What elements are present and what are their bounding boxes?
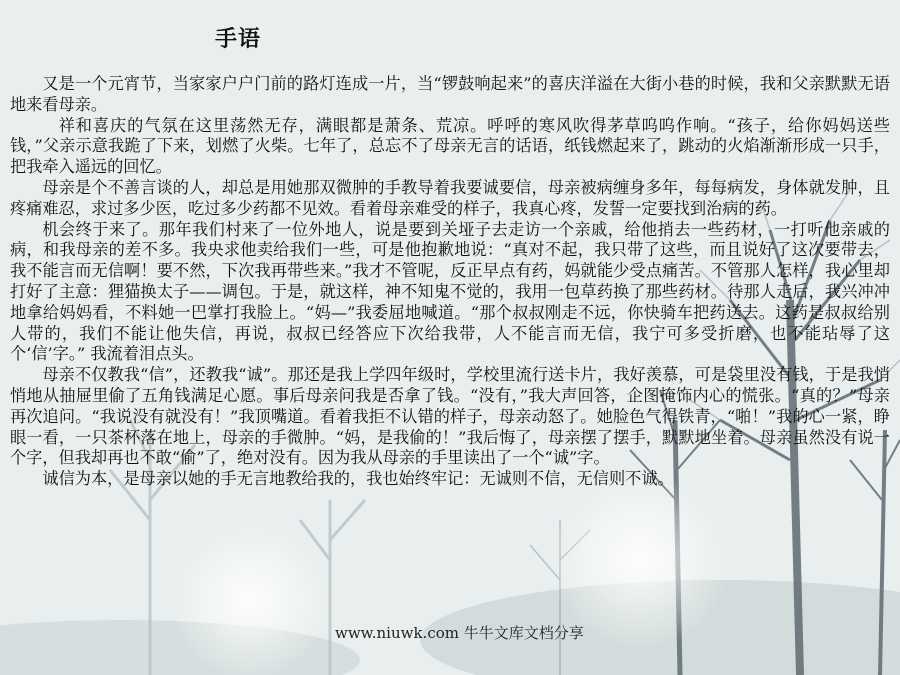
paragraph: 又是一个元宵节，当家家户户门前的路灯连成一片，当“锣鼓响起来”的喜庆洋溢在大街小巷的时候，我和父亲默默无语地来看母亲。 <box>10 74 890 114</box>
paragraph: 母亲不仅教我“信”，还教我“诚”。那还是我上学四年级时，学校里流行送卡片，我好羡慕，可是袋里没有钱，于是我悄悄地从抽屉里偷了五角钱满足心愿。事后母亲问我是否拿了钱。“没有，”我大声回答，企图掩饰内心的慌张。“真的？”母亲再次追问。“我说没有就没有！”我顶嘴道。看着我拒不认错的样子，母亲动怒了。她脸色气得铁青，“啪！”我的心一紧，睁眼一看，一只茶杯落在地上，母亲的手微肿。“妈，是我偷的！”我后悔了，母亲摆了摆手，默默地坐着。母亲虽然没有说一个字，但我却再也不敢“偷”了，绝对没有。因为我从母亲的手里读出了一个“诚”字。 <box>10 365 890 468</box>
paragraph: 母亲是个不善言谈的人，却总是用她那双微肿的手教导着我要诚要信，母亲被病缠身多年，每每病发，身体就发肿，且疼痛难忍，求过多少医，吃过多少药都不见效。看着母亲难受的样子，我真心疼，发誓一定要找到治病的药。 <box>10 177 890 218</box>
paragraph: 诚信为本，是母亲以她的手无言地教给我的，我也始终牢记：无诚则不信，无信则不诚。 <box>42 469 674 489</box>
paragraph: 机会终于来了。那年我们村来了一位外地人，说是要到关垭子去走访一个亲戚，给他捎去一些药材，一打听他亲戚的病，和我母亲的差不多。我央求他卖给我们一些，可是他抱歉地说：“真对不起，我只带了这些，而且说好了这次要带去，我不能言而无信啊！要不然，下次我再带些来。”我才不管呢，反正早点有药，妈就能少受点痛苦。不管那人怎样，我心里却打好了主意：狸猫换太子——调包。于是，就这样，神不知鬼不觉的，我用一包草药换了那些药材。待那人走后，我兴冲冲地拿给妈妈看，不料她一巴掌打我脸上。“妈—”我委屈地喊道。“那个叔叔刚走不远，你快骑车把药送去。这药是叔叔给别人带的，我们不能让他失信，再说，叔叔已经答应下次给我带，人不能言而无信，我宁可多受折磨，也不能玷辱了这个‘信’字。” 我流着泪点头。 <box>10 219 890 364</box>
footer-watermark: www.niuwk.com 牛牛文库文档分享 <box>335 624 584 642</box>
paragraph: 祥和喜庆的气氛在这里荡然无存，满眼都是萧条、荒凉。呼呼的寒风吹得茅草呜呜作响。“孩子，给你妈妈送些钱，”父亲示意我跪了下来，划燃了火柴。七年了，总忘不了母亲无言的话语，纸钱燃起来了，跳动的火焰渐渐形成一只手，把我牵入遥远的回忆。 <box>10 115 890 177</box>
article-body <box>10 74 890 490</box>
page-title: 手语 <box>215 27 262 52</box>
